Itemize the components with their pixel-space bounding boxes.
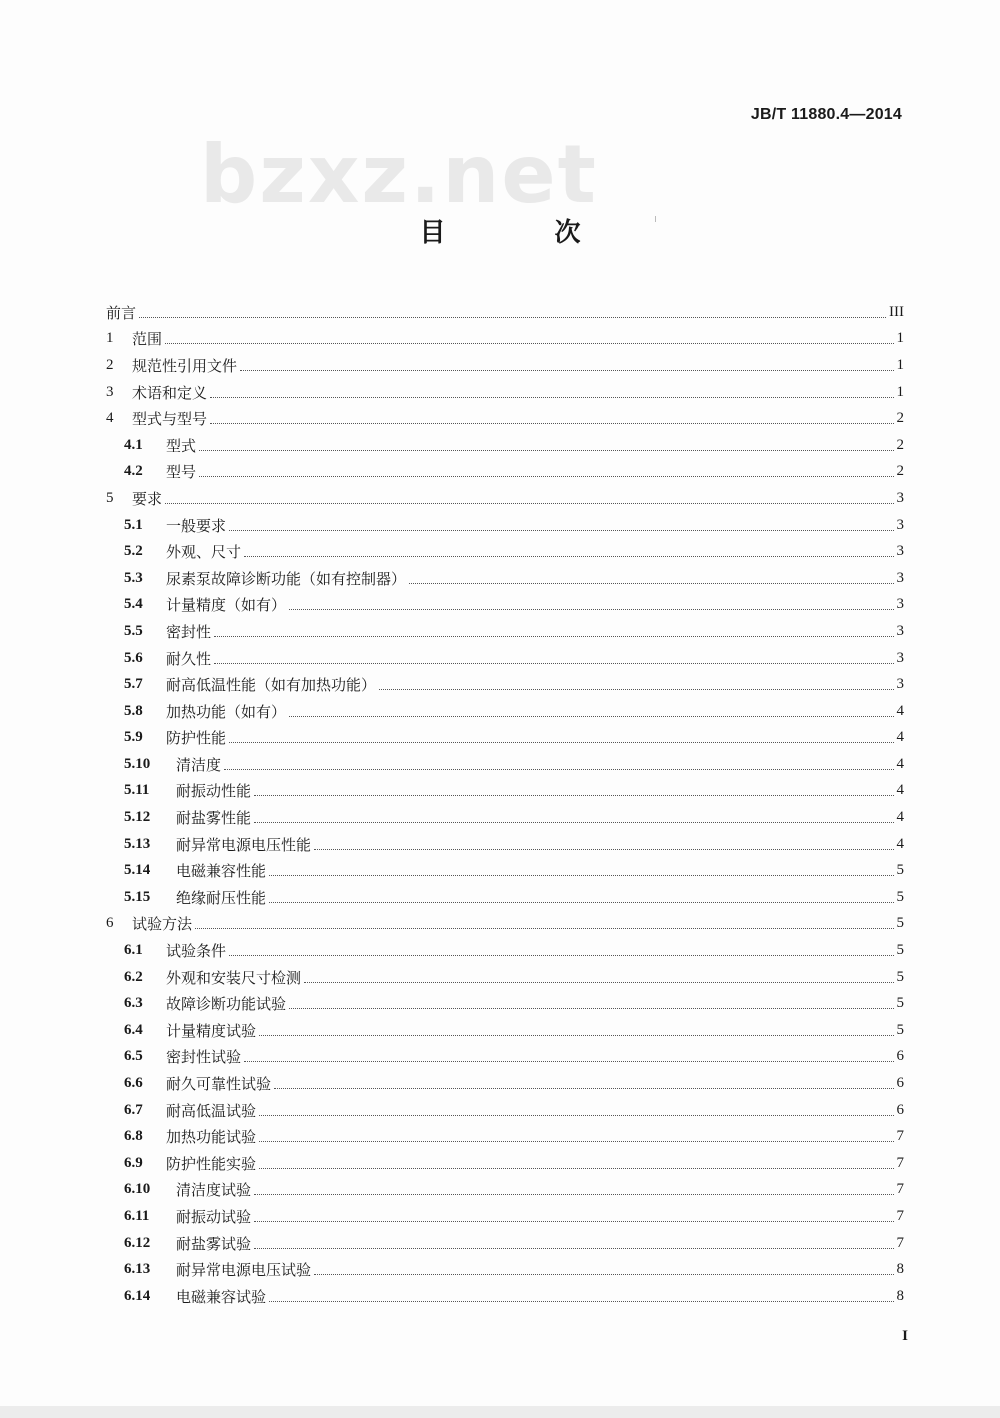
toc-entry-title: 型号 xyxy=(166,463,197,482)
toc-entry-number: 6.1 xyxy=(124,942,143,959)
toc-entry-title: 清洁度 xyxy=(176,755,222,774)
toc-entry-page: 3 xyxy=(896,543,904,560)
toc-entry-page: 4 xyxy=(896,835,904,852)
watermark: bzxz.net xyxy=(200,128,598,221)
toc-dot-leader xyxy=(214,636,893,637)
toc-entry-number: 6.14 xyxy=(124,1287,151,1304)
toc-entry-page: 5 xyxy=(896,915,904,932)
toc-entry-page: 2 xyxy=(896,410,904,427)
toc-entry-number: 6.8 xyxy=(124,1128,143,1145)
toc-entry-title: 试验条件 xyxy=(166,942,227,961)
toc-entry-title: 耐振动试验 xyxy=(176,1207,252,1226)
toc-entry[interactable] xyxy=(106,937,904,964)
toc-entry-page: 5 xyxy=(896,995,904,1012)
toc-entry[interactable] xyxy=(106,804,904,831)
toc-entry[interactable] xyxy=(106,884,904,911)
toc-entry-page: 6 xyxy=(896,1048,904,1065)
toc-entry-number: 5.11 xyxy=(124,782,150,799)
toc-entry[interactable] xyxy=(106,538,904,565)
toc-entry-number: 5.2 xyxy=(124,543,143,560)
toc-entry-page: 3 xyxy=(896,596,904,613)
toc-entry-page: 8 xyxy=(896,1287,904,1304)
toc-dot-leader xyxy=(254,822,893,823)
toc-dot-leader xyxy=(229,742,893,743)
toc-entry-page: 3 xyxy=(896,516,904,533)
toc-entry-page: 6 xyxy=(896,1075,904,1092)
toc-entry-number: 1 xyxy=(106,330,114,347)
toc-entry-title: 加热功能（如有） xyxy=(166,702,287,721)
toc-entry[interactable] xyxy=(106,592,904,619)
toc-entry-number: 2 xyxy=(106,356,114,373)
toc-entry-page: 3 xyxy=(896,622,904,639)
toc-entry-title: 加热功能试验 xyxy=(166,1128,257,1147)
toc-entry-title: 耐盐雾试验 xyxy=(176,1234,252,1253)
toc-entry-number: 5.7 xyxy=(124,676,143,693)
toc-dot-leader xyxy=(304,982,893,983)
toc-entry[interactable] xyxy=(106,565,904,592)
toc-dot-leader xyxy=(259,1115,893,1116)
toc-entry[interactable] xyxy=(106,1123,904,1150)
toc-entry-page: 7 xyxy=(896,1207,904,1224)
toc-dot-leader xyxy=(240,370,893,371)
toc-entry[interactable] xyxy=(106,1283,904,1310)
toc-entry-page: 3 xyxy=(896,569,904,586)
toc-entry[interactable] xyxy=(106,299,904,326)
toc-dot-leader xyxy=(254,795,893,796)
toc-entry-title: 试验方法 xyxy=(132,915,193,934)
toc-entry[interactable] xyxy=(106,618,904,645)
toc-entry[interactable] xyxy=(106,1070,904,1097)
toc-entry-title: 耐久性 xyxy=(166,649,212,668)
toc-dot-leader xyxy=(139,317,886,318)
toc-entry[interactable] xyxy=(106,1203,904,1230)
toc-entry[interactable] xyxy=(106,1230,904,1257)
toc-entry-title: 故障诊断功能试验 xyxy=(166,995,287,1014)
toc-dot-leader xyxy=(269,875,893,876)
toc-entry-title: 计量精度（如有） xyxy=(166,596,287,615)
toc-entry-page: 4 xyxy=(896,782,904,799)
toc-entry-number: 4 xyxy=(106,410,114,427)
toc-entry[interactable] xyxy=(106,485,904,512)
toc-dot-leader xyxy=(254,1248,893,1249)
toc-entry-title: 前言 xyxy=(106,303,137,322)
table-of-contents xyxy=(106,299,904,1310)
toc-entry-title: 型式与型号 xyxy=(132,410,208,429)
toc-entry[interactable] xyxy=(106,964,904,991)
toc-entry-title: 耐异常电源电压试验 xyxy=(176,1261,312,1280)
toc-entry-title: 耐异常电源电压性能 xyxy=(176,835,312,854)
toc-entry-title: 清洁度试验 xyxy=(176,1181,252,1200)
toc-entry-page: 2 xyxy=(896,463,904,480)
toc-entry-title: 术语和定义 xyxy=(132,383,208,402)
toc-dot-leader xyxy=(409,583,893,584)
toc-entry[interactable] xyxy=(106,512,904,539)
toc-entry-page: 8 xyxy=(896,1261,904,1278)
toc-entry-title: 密封性试验 xyxy=(166,1048,242,1067)
toc-entry-title: 绝缘耐压性能 xyxy=(176,888,267,907)
toc-entry-number: 4.1 xyxy=(124,436,143,453)
toc-entry[interactable] xyxy=(106,990,904,1017)
toc-entry-title: 耐久可靠性试验 xyxy=(166,1075,272,1094)
toc-entry-page: 5 xyxy=(896,888,904,905)
toc-entry-page: 4 xyxy=(896,755,904,772)
toc-entry[interactable] xyxy=(106,1017,904,1044)
toc-dot-leader xyxy=(269,902,893,903)
toc-entry-title: 耐高低温性能（如有加热功能） xyxy=(166,676,377,695)
toc-dot-leader xyxy=(314,849,893,850)
toc-entry[interactable] xyxy=(106,778,904,805)
toc-dot-leader xyxy=(269,1301,893,1302)
toc-dot-leader xyxy=(199,450,893,451)
toc-dot-leader xyxy=(210,397,893,398)
toc-entry-number: 6.5 xyxy=(124,1048,143,1065)
toc-entry-page: 1 xyxy=(896,330,904,347)
toc-entry-page: 1 xyxy=(896,383,904,400)
toc-entry-number: 6.9 xyxy=(124,1154,143,1171)
toc-entry-number: 4.2 xyxy=(124,463,143,480)
toc-entry-number: 3 xyxy=(106,383,114,400)
toc-entry[interactable] xyxy=(106,379,904,406)
toc-entry-number: 5 xyxy=(106,489,114,506)
toc-entry-page: 5 xyxy=(896,862,904,879)
toc-entry-title: 防护性能实验 xyxy=(166,1154,257,1173)
toc-dot-leader xyxy=(314,1274,893,1275)
toc-dot-leader xyxy=(289,716,893,717)
toc-entry-title: 耐盐雾性能 xyxy=(176,809,252,828)
toc-dot-leader xyxy=(289,1008,893,1009)
toc-entry-number: 6.12 xyxy=(124,1234,151,1251)
toc-entry[interactable] xyxy=(106,1177,904,1204)
toc-entry-title: 电磁兼容性能 xyxy=(176,862,267,881)
toc-entry-title: 要求 xyxy=(132,489,163,508)
toc-entry-title: 规范性引用文件 xyxy=(132,356,238,375)
toc-entry-number: 5.4 xyxy=(124,596,143,613)
toc-entry-page: 7 xyxy=(896,1181,904,1198)
toc-dot-leader xyxy=(195,928,893,929)
toc-entry-number: 6.13 xyxy=(124,1261,151,1278)
toc-entry-page: 3 xyxy=(896,489,904,506)
toc-entry-number: 5.9 xyxy=(124,729,143,746)
toc-entry-page: 3 xyxy=(896,676,904,693)
toc-entry-number: 5.14 xyxy=(124,862,151,879)
toc-dot-leader xyxy=(165,503,893,504)
toc-entry-number: 6.2 xyxy=(124,968,143,985)
toc-entry-number: 6.10 xyxy=(124,1181,151,1198)
toc-entry-page: III xyxy=(889,303,904,320)
toc-dot-leader xyxy=(244,1061,893,1062)
toc-entry-title: 防护性能 xyxy=(166,729,227,748)
toc-entry[interactable] xyxy=(106,1044,904,1071)
toc-entry-page: 5 xyxy=(896,942,904,959)
toc-dot-leader xyxy=(214,663,893,664)
toc-entry-number: 5.6 xyxy=(124,649,143,666)
toc-entry-number: 6.3 xyxy=(124,995,143,1012)
toc-dot-leader xyxy=(244,556,893,557)
toc-entry-title: 密封性 xyxy=(166,622,212,641)
toc-entry[interactable] xyxy=(106,326,904,353)
toc-entry-number: 6.6 xyxy=(124,1075,143,1092)
page-title: 目 次 xyxy=(419,218,631,248)
toc-entry[interactable] xyxy=(106,751,904,778)
toc-entry[interactable] xyxy=(106,1150,904,1177)
toc-entry-number: 5.10 xyxy=(124,755,151,772)
toc-entry-title: 耐振动性能 xyxy=(176,782,252,801)
toc-entry[interactable] xyxy=(106,725,904,752)
toc-entry-number: 6.4 xyxy=(124,1021,143,1038)
toc-dot-leader xyxy=(210,423,893,424)
toc-entry-page: 5 xyxy=(896,968,904,985)
toc-entry-title: 外观、尺寸 xyxy=(166,543,242,562)
toc-dot-leader xyxy=(199,476,893,477)
toc-dot-leader xyxy=(229,530,893,531)
toc-entry-page: 2 xyxy=(896,436,904,453)
toc-entry-page: 4 xyxy=(896,729,904,746)
toc-dot-leader xyxy=(224,769,893,770)
toc-entry-page: 4 xyxy=(896,809,904,826)
toc-entry[interactable] xyxy=(106,911,904,938)
toc-dot-leader xyxy=(259,1035,893,1036)
toc-entry-title: 一般要求 xyxy=(166,516,227,535)
toc-entry[interactable] xyxy=(106,432,904,459)
toc-entry[interactable] xyxy=(106,698,904,725)
toc-entry-title: 范围 xyxy=(132,330,163,349)
toc-entry[interactable] xyxy=(106,352,904,379)
toc-entry-number: 5.13 xyxy=(124,835,151,852)
toc-entry-title: 耐高低温试验 xyxy=(166,1101,257,1120)
toc-entry-number: 6.7 xyxy=(124,1101,143,1118)
toc-entry-number: 5.1 xyxy=(124,516,143,533)
toc-dot-leader xyxy=(165,343,893,344)
toc-entry-page: 4 xyxy=(896,702,904,719)
toc-entry[interactable] xyxy=(106,459,904,486)
page-number: I xyxy=(902,1328,908,1344)
toc-entry-page: 7 xyxy=(896,1154,904,1171)
toc-dot-leader xyxy=(229,955,893,956)
toc-entry-number: 5.12 xyxy=(124,809,151,826)
toc-dot-leader xyxy=(274,1088,893,1089)
toc-entry[interactable] xyxy=(106,1097,904,1124)
toc-dot-leader xyxy=(259,1141,893,1142)
toc-entry-page: 3 xyxy=(896,649,904,666)
toc-entry-title: 电磁兼容试验 xyxy=(176,1287,267,1306)
toc-dot-leader xyxy=(259,1168,893,1169)
toc-entry-title: 计量精度试验 xyxy=(166,1021,257,1040)
toc-entry[interactable] xyxy=(106,1256,904,1283)
toc-entry-number: 5.15 xyxy=(124,888,151,905)
toc-entry-title: 尿素泵故障诊断功能（如有控制器） xyxy=(166,569,407,588)
toc-entry-title: 外观和安装尺寸检测 xyxy=(166,968,302,987)
toc-entry-number: 5.3 xyxy=(124,569,143,586)
toc-dot-leader xyxy=(254,1194,893,1195)
toc-entry-page: 5 xyxy=(896,1021,904,1038)
toc-entry[interactable] xyxy=(106,671,904,698)
toc-entry-page: 7 xyxy=(896,1128,904,1145)
toc-dot-leader xyxy=(379,689,893,690)
toc-entry[interactable] xyxy=(106,831,904,858)
toc-entry-page: 1 xyxy=(896,356,904,373)
toc-entry-number: 5.8 xyxy=(124,702,143,719)
toc-entry[interactable] xyxy=(106,405,904,432)
toc-entry-page: 7 xyxy=(896,1234,904,1251)
scan-bottom-edge xyxy=(0,1406,1000,1418)
toc-entry-title: 型式 xyxy=(166,436,197,455)
toc-entry-page: 6 xyxy=(896,1101,904,1118)
toc-entry[interactable] xyxy=(106,857,904,884)
toc-entry-number: 6.11 xyxy=(124,1207,150,1224)
toc-entry[interactable] xyxy=(106,645,904,672)
toc-entry-number: 6 xyxy=(106,915,114,932)
document-code: JB/T 11880.4—2014 xyxy=(750,106,902,123)
toc-entry-number: 5.5 xyxy=(124,622,143,639)
toc-dot-leader xyxy=(254,1221,893,1222)
toc-dot-leader xyxy=(289,609,893,610)
